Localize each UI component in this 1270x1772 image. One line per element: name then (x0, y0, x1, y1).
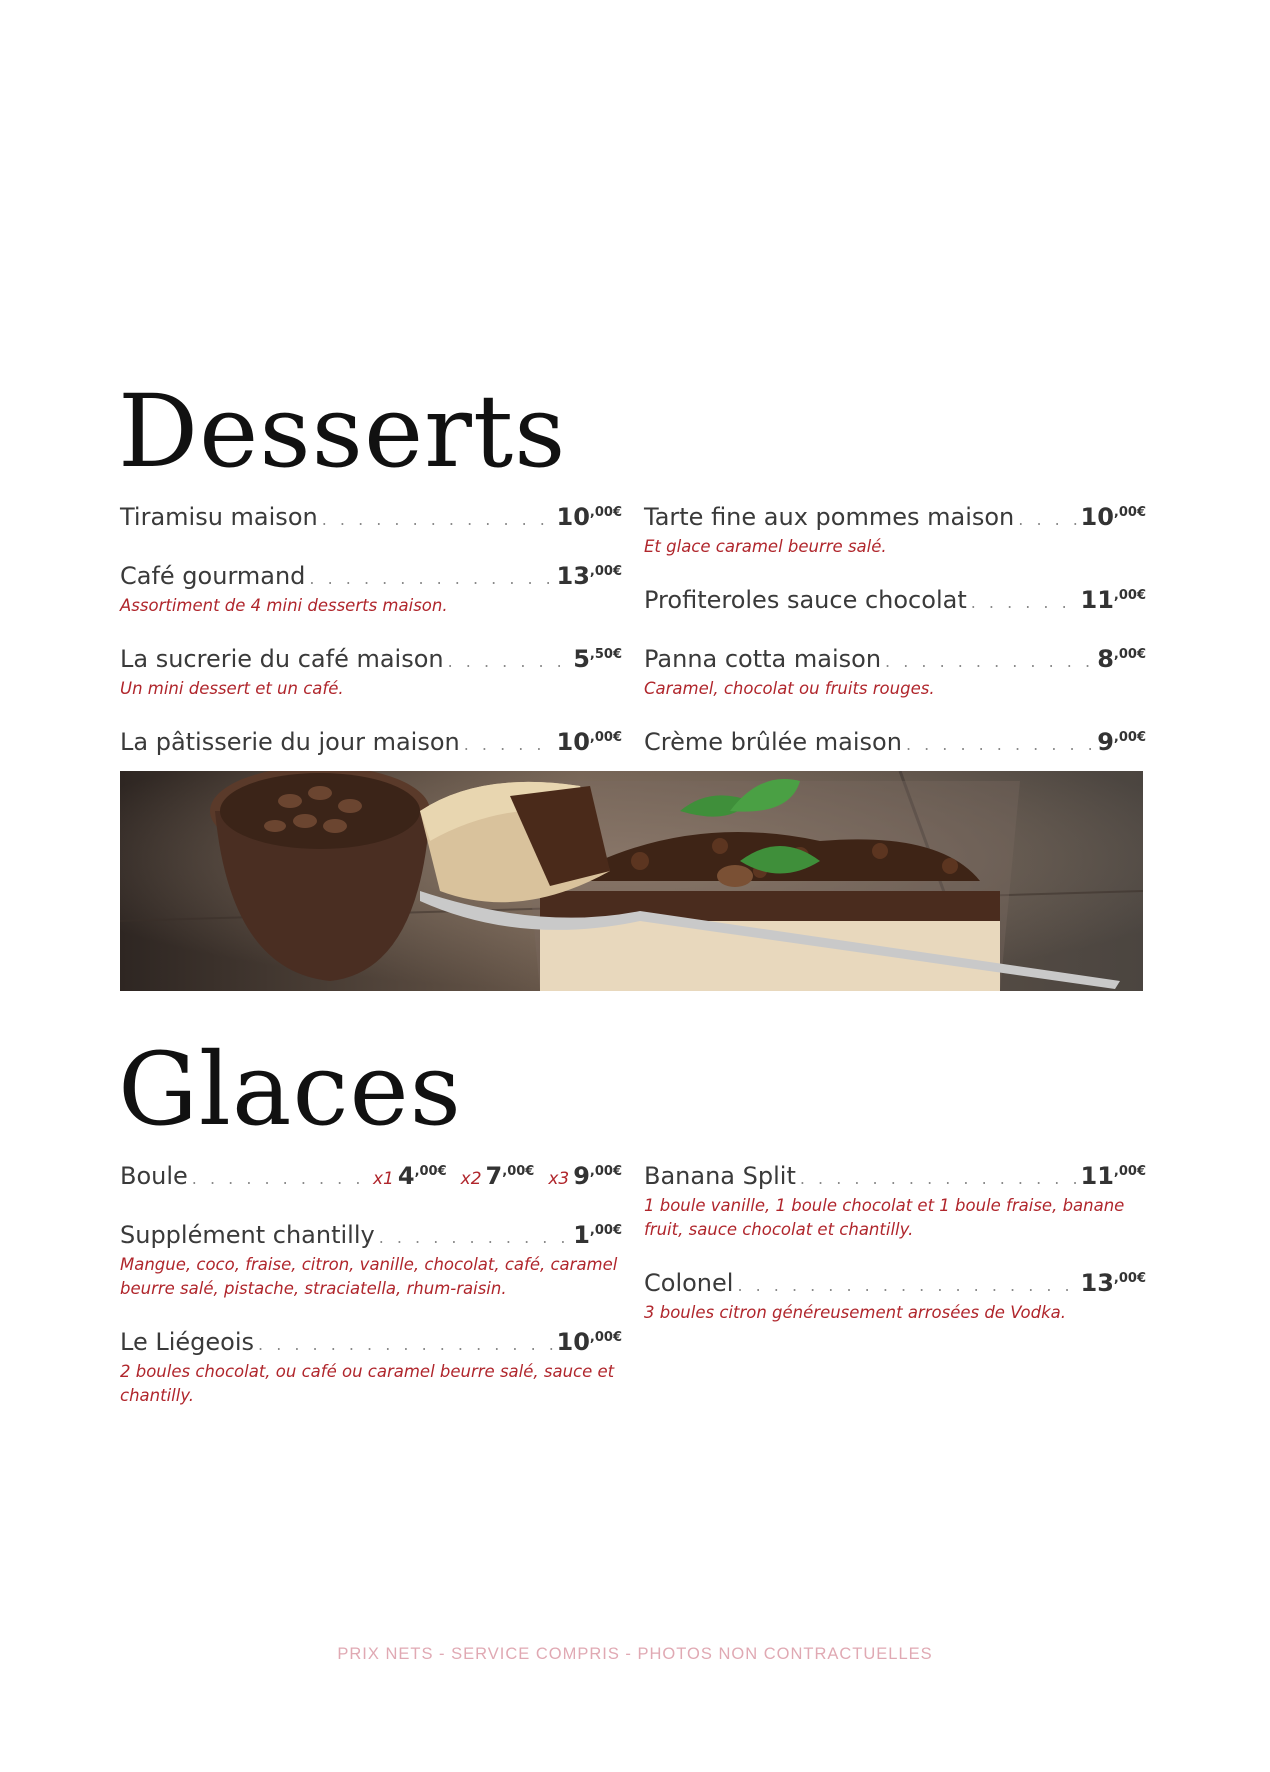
item-price: $10^{,00€}$ (1080, 503, 1146, 531)
leader-dots (192, 1164, 369, 1194)
menu-item (120, 498, 622, 535)
item-price: $7^{,00€}$ (485, 1162, 535, 1190)
item-price: $5^{,50€}$ (573, 645, 622, 673)
leader-dots (1018, 505, 1076, 535)
item-name: Boule (120, 1162, 188, 1190)
leader-dots (464, 730, 553, 760)
item-price: $4^{,00€}$ (397, 1162, 447, 1190)
menu-item (644, 1157, 1146, 1242)
item-name: La pâtisserie du jour maison (120, 728, 460, 756)
glaces-left-column (120, 1157, 622, 1430)
menu-item (120, 557, 622, 618)
leader-dots (906, 730, 1093, 760)
item-price: $13^{,00€}$ (1080, 1269, 1146, 1297)
item-name: Tiramisu maison (120, 503, 318, 531)
item-price: $10^{,00€}$ (556, 503, 622, 531)
item-name: La sucrerie du café maison (120, 645, 444, 673)
menu-item (644, 723, 1146, 760)
quantity-label: x2 (460, 1169, 482, 1189)
dessert-photo (120, 771, 1143, 991)
footer-disclaimer: PRIX NETS - SERVICE COMPRIS - PHOTOS NON CONTRACTUELLES (337, 1645, 933, 1663)
menu-item (644, 1264, 1146, 1325)
desserts-right-column (644, 498, 1146, 782)
item-description: 2 boules chocolat, ou café ou caramel beurre salé, sauce et chantilly. (120, 1362, 615, 1405)
leader-dots (379, 1223, 570, 1253)
item-name: Profiteroles sauce chocolat (644, 586, 967, 614)
leader-dots (971, 588, 1077, 618)
item-description: Caramel, chocolat ou fruits rouges. (644, 679, 935, 698)
item-price: $10^{,00€}$ (556, 1328, 622, 1356)
desserts-title: Desserts (118, 373, 567, 490)
leader-dots (885, 647, 1093, 677)
item-name: Café gourmand (120, 562, 306, 590)
item-price: $1^{,00€}$ (573, 1221, 622, 1249)
menu-item (120, 723, 622, 760)
item-name: Tarte fine aux pommes maison (644, 503, 1015, 531)
item-price: $11^{,00€}$ (1080, 1162, 1146, 1190)
item-price: $8^{,00€}$ (1097, 645, 1146, 673)
tiramisu-image (120, 771, 1143, 991)
menu-item-boule (120, 1157, 622, 1194)
menu-item (120, 1216, 622, 1301)
desserts-left-column (120, 498, 622, 782)
quantity-label: x1 (372, 1169, 394, 1189)
leader-dots (448, 647, 570, 677)
item-description: 1 boule vanille, 1 boule chocolat et 1 boule fraise, banane fruit, sauce chocolat et chantilly. (644, 1196, 1125, 1239)
leader-dots (258, 1330, 553, 1360)
item-price: $10^{,00€}$ (556, 728, 622, 756)
item-price: $13^{,00€}$ (556, 562, 622, 590)
menu-item (644, 581, 1146, 618)
item-name: Colonel (644, 1269, 734, 1297)
item-name: Panna cotta maison (644, 645, 882, 673)
menu-item (120, 1323, 622, 1408)
leader-dots (309, 564, 552, 594)
menu-item (120, 640, 622, 701)
item-description: Mangue, coco, fraise, citron, vanille, chocolat, café, caramel beurre salé, pistache, straciatella, rhum-raisin. (120, 1255, 618, 1298)
glaces-title: Glaces (118, 1031, 462, 1148)
quantity-label: x3 (548, 1169, 570, 1189)
item-name: Banana Split (644, 1162, 796, 1190)
leader-dots (800, 1164, 1077, 1194)
menu-item (644, 498, 1146, 559)
glaces-right-column (644, 1157, 1146, 1347)
item-name: Supplément chantilly (120, 1221, 375, 1249)
leader-dots (322, 505, 553, 535)
item-price: $9^{,00€}$ (1097, 728, 1146, 756)
item-description: Un mini dessert et un café. (120, 679, 344, 698)
leader-dots (737, 1271, 1076, 1301)
item-price: $11^{,00€}$ (1080, 586, 1146, 614)
item-description: Assortiment de 4 mini desserts maison. (120, 596, 448, 615)
item-description: 3 boules citron généreusement arrosées de Vodka. (644, 1303, 1067, 1322)
menu-item (644, 640, 1146, 701)
item-description: Et glace caramel beurre salé. (644, 537, 887, 556)
item-price: $9^{,00€}$ (573, 1162, 622, 1190)
item-name: Le Liégeois (120, 1328, 255, 1356)
item-name: Crème brûlée maison (644, 728, 902, 756)
